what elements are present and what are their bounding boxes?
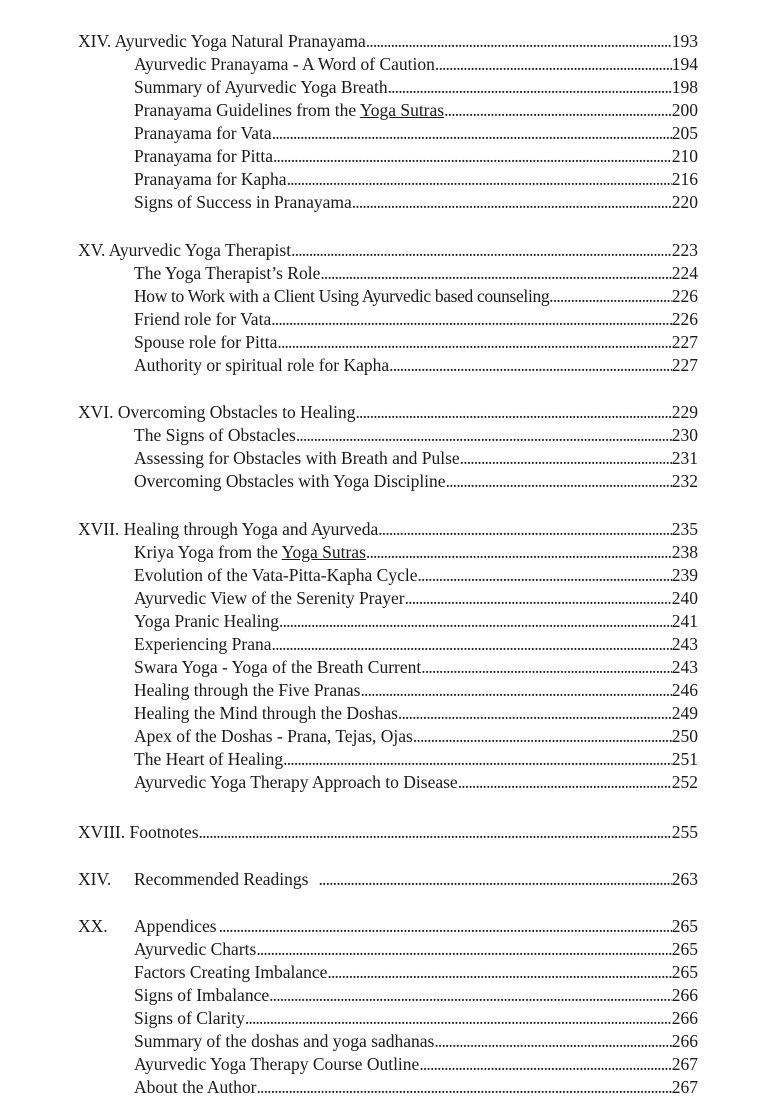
dot-leader	[444, 100, 672, 121]
entry-title: Pranayama for Vata	[134, 123, 272, 143]
dot-leader	[257, 1077, 672, 1098]
dot-leader	[389, 355, 672, 376]
entry-title: Experiencing Prana	[134, 634, 272, 654]
dot-leader	[283, 749, 672, 770]
entry-title: Authority or spiritual role for Kapha	[134, 355, 390, 375]
toc-entry	[134, 588, 698, 611]
page-number: 265	[671, 962, 698, 982]
entry-title: The Yoga Therapist’s Role	[134, 263, 321, 283]
toc-entry	[134, 542, 698, 565]
toc-entry	[134, 355, 698, 378]
dot-leader	[418, 565, 672, 586]
toc-entry	[134, 169, 698, 192]
entry-title: Ayurvedic View of the Serenity Prayer	[134, 588, 405, 608]
entry-title: Healing through the Five Pranas	[134, 680, 361, 700]
dot-leader	[388, 77, 672, 98]
entry-title-prefix: Kriya Yoga from the	[134, 542, 282, 562]
toc-entry	[134, 565, 698, 588]
toc-entry	[134, 448, 698, 471]
toc-section-heading	[78, 519, 698, 542]
page-number: 223	[671, 240, 698, 260]
toc-entry	[134, 471, 698, 494]
entry-title	[134, 542, 366, 563]
dot-leader	[398, 703, 672, 724]
toc-entry	[134, 54, 698, 77]
toc-entry	[134, 100, 698, 123]
entry-title: Swara Yoga - Yoga of the Breath Current	[134, 657, 422, 677]
page-number: 250	[671, 726, 698, 746]
dot-leader	[219, 916, 672, 937]
page-number: 251	[671, 749, 698, 769]
toc-entry	[134, 680, 698, 703]
page-number: 224	[671, 263, 698, 283]
toc-entry	[134, 657, 698, 680]
page-number: 226	[671, 309, 698, 329]
entry-title: Evolution of the Vata-Pitta-Kapha Cycle	[134, 565, 418, 585]
section-title: XVI. Overcoming Obstacles to Healing	[78, 402, 356, 422]
page-number: 252	[671, 772, 698, 792]
toc-entry	[134, 309, 698, 332]
section-numeral: XX.	[78, 916, 108, 936]
entry-title: The Heart of Healing	[134, 749, 284, 769]
page-number: 240	[671, 588, 698, 608]
toc-entry	[134, 772, 698, 795]
toc-section-heading	[78, 822, 698, 845]
toc-entry	[134, 703, 698, 726]
page-number: 232	[671, 471, 698, 491]
dot-leader	[549, 286, 671, 307]
dot-leader	[291, 240, 672, 261]
toc-entry	[134, 1008, 698, 1031]
entry-title: How to Work with a Client Using Ayurvedic based counseling	[134, 286, 550, 306]
page-number: 249	[671, 703, 698, 723]
page-number: 230	[671, 425, 698, 445]
page-number: 193	[671, 31, 698, 51]
toc-entry	[134, 146, 698, 169]
entry-title: Spouse role for Pitta	[134, 332, 278, 352]
toc-entry	[134, 286, 698, 309]
page-number: 263	[671, 869, 698, 889]
dot-leader	[245, 1008, 672, 1029]
dot-leader	[352, 192, 672, 213]
entry-title: About the Author	[134, 1077, 257, 1097]
dot-leader	[435, 54, 672, 75]
entry-title: Ayurvedic Pranayama - A Word of Caution	[134, 54, 435, 74]
page-number: 220	[671, 192, 698, 212]
page-number: 266	[671, 1031, 698, 1051]
toc-entry	[134, 1031, 698, 1054]
section-title: XV. Ayurvedic Yoga Therapist	[78, 240, 292, 260]
toc-entry	[134, 749, 698, 772]
entry-title: Ayurvedic Yoga Therapy Approach to Disease	[134, 772, 458, 792]
toc-entry	[134, 611, 698, 634]
page-number: 265	[671, 916, 698, 936]
dot-leader	[460, 448, 672, 469]
dot-leader	[279, 611, 672, 632]
dot-leader	[421, 657, 671, 678]
dot-leader	[327, 962, 671, 983]
dot-leader	[405, 588, 672, 609]
entry-title: Summary of Ayurvedic Yoga Breath	[134, 77, 388, 97]
page-number: 243	[671, 657, 698, 677]
toc-entry	[134, 263, 698, 286]
section-title: XVIII. Footnotes	[78, 822, 199, 842]
entry-title: Signs of Clarity	[134, 1008, 245, 1028]
entry-title: The Signs of Obstacles	[134, 425, 296, 445]
entry-title: Signs of Imbalance	[134, 985, 270, 1005]
toc-entry	[134, 1054, 698, 1077]
toc-entry	[134, 634, 698, 657]
dot-leader	[378, 519, 672, 540]
page-number: 243	[671, 634, 698, 654]
page-number: 238	[671, 542, 698, 562]
toc-entry	[134, 962, 698, 985]
dot-leader	[256, 939, 671, 960]
toc-section-heading	[78, 916, 698, 939]
page-number: 194	[671, 54, 698, 74]
toc-entry	[134, 985, 698, 1008]
dot-leader	[273, 146, 672, 167]
dot-leader	[366, 31, 672, 52]
entry-title: Pranayama for Kapha	[134, 169, 287, 189]
entry-title: Healing the Mind through the Doshas	[134, 703, 398, 723]
underlined-book-title: Yoga Sutras	[281, 542, 366, 562]
dot-leader	[356, 402, 672, 423]
toc-entry	[134, 123, 698, 146]
toc-entry	[134, 77, 698, 100]
page-number: 239	[671, 565, 698, 585]
dot-leader	[277, 332, 671, 353]
page-number: 246	[671, 680, 698, 700]
dot-leader	[272, 123, 672, 144]
page-number: 266	[671, 1008, 698, 1028]
page-number: 227	[671, 332, 698, 352]
section-numeral: XIV.	[78, 869, 112, 889]
page-number: 266	[671, 985, 698, 1005]
page-number: 200	[671, 100, 698, 120]
page-number: 231	[671, 448, 698, 468]
toc-section-heading	[78, 869, 698, 892]
toc-section-heading	[78, 240, 698, 263]
toc-section-heading	[78, 402, 698, 425]
entry-title: Yoga Pranic Healing	[134, 611, 280, 631]
page-number: 267	[671, 1077, 698, 1097]
page-number: 226	[671, 286, 698, 306]
page-number: 255	[671, 822, 698, 842]
entry-title-prefix: Pranayama Guidelines from the	[134, 100, 360, 120]
toc-entry	[134, 1077, 698, 1100]
entry-title: Friend role for Vata	[134, 309, 272, 329]
page-number: 265	[671, 939, 698, 959]
toc-entry	[134, 192, 698, 215]
page-number: 198	[671, 77, 698, 97]
section-title: XIV. Ayurvedic Yoga Natural Pranayama	[78, 31, 366, 51]
entry-title: Apex of the Doshas - Prana, Tejas, Ojas	[134, 726, 413, 746]
dot-leader	[320, 263, 671, 284]
toc-entry	[134, 425, 698, 448]
section-title: Recommended Readings	[134, 869, 309, 889]
dot-leader	[360, 680, 671, 701]
dot-leader	[419, 1054, 671, 1075]
entry-title: Overcoming Obstacles with Yoga Discipline	[134, 471, 446, 491]
dot-leader	[287, 169, 672, 190]
toc-entry	[134, 332, 698, 355]
entry-title	[134, 100, 444, 121]
page-number: 235	[671, 519, 698, 539]
entry-title: Factors Creating Imbalance	[134, 962, 328, 982]
dot-leader	[296, 425, 672, 446]
toc-entry	[134, 726, 698, 749]
dot-leader	[272, 634, 672, 655]
page-number: 205	[671, 123, 698, 143]
dot-leader	[446, 471, 672, 492]
section-title: Appendices	[134, 916, 217, 936]
dot-leader	[199, 822, 672, 843]
dot-leader	[458, 772, 672, 793]
entry-title: Ayurvedic Charts	[134, 939, 257, 959]
page-number: 227	[671, 355, 698, 375]
entry-title: Signs of Success in Pranayama	[134, 192, 352, 212]
toc-entry	[134, 939, 698, 962]
dot-leader	[269, 985, 672, 1006]
page-number: 229	[671, 402, 698, 422]
entry-title: Pranayama for Pitta	[134, 146, 273, 166]
dot-leader	[366, 542, 672, 563]
underlined-book-title: Yoga Sutras	[359, 100, 445, 120]
entry-title: Summary of the doshas and yoga sadhanas	[134, 1031, 435, 1051]
toc-section-heading	[78, 31, 698, 54]
page-number: 216	[671, 169, 698, 189]
page-number: 267	[671, 1054, 698, 1074]
page-number: 210	[671, 146, 698, 166]
page-number: 241	[671, 611, 698, 631]
entry-title: Assessing for Obstacles with Breath and Pulse	[134, 448, 460, 468]
dot-leader	[271, 309, 672, 330]
dot-leader	[310, 869, 671, 890]
entry-title: Ayurvedic Yoga Therapy Course Outline	[134, 1054, 420, 1074]
dot-leader	[413, 726, 672, 747]
dot-leader	[434, 1031, 671, 1052]
section-title: XVII. Healing through Yoga and Ayurveda	[78, 519, 379, 539]
